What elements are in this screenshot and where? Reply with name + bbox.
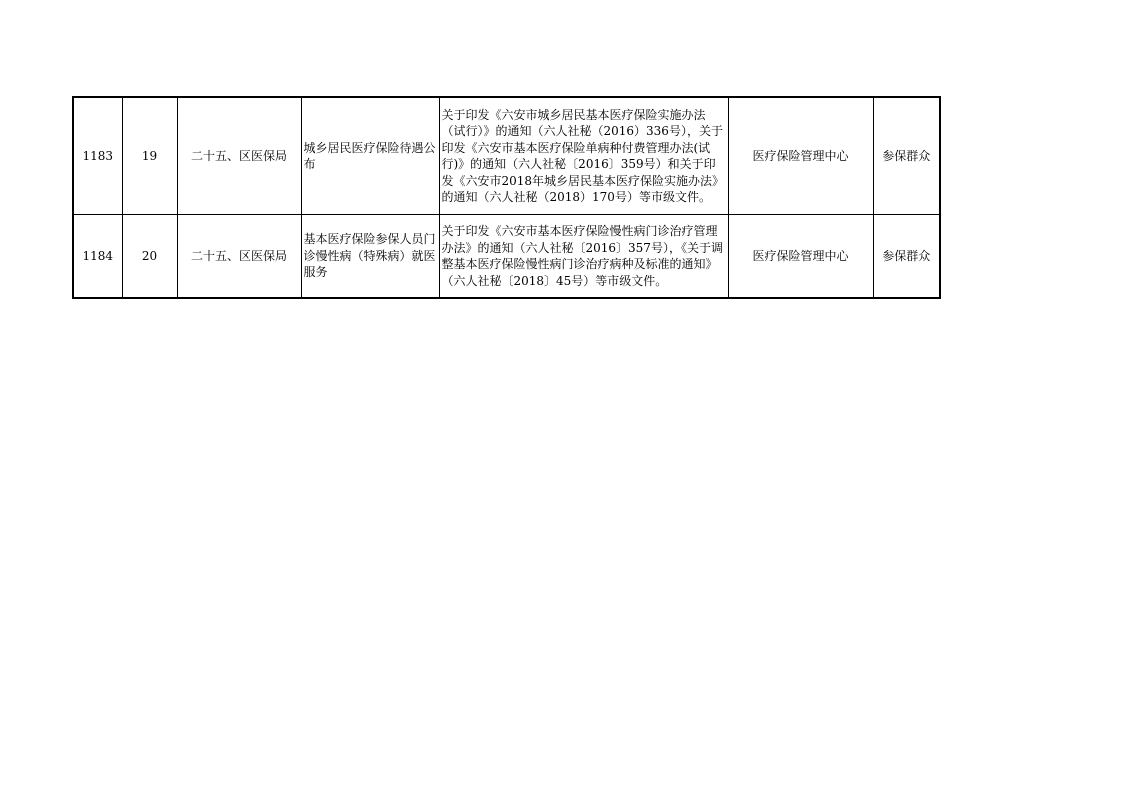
cell-sub-number: 20 (122, 215, 177, 299)
cell-item-name: 城乡居民医疗保险待遇公布 (301, 97, 439, 215)
table-row (73, 215, 940, 299)
cell-target-group: 参保群众 (873, 97, 940, 215)
cell-serial-number: 1183 (73, 97, 122, 215)
cell-department: 二十五、区医保局 (177, 97, 301, 215)
table-row (73, 97, 940, 215)
cell-serial-number: 1184 (73, 215, 122, 299)
cell-sub-number: 19 (122, 97, 177, 215)
cell-legal-basis: 关于印发《六安市基本医疗保险慢性病门诊治疗管理办法》的通知（六人社秘〔2016〕357号），《关于调整基本医疗保险慢性病门诊治疗病种及标准的通知》（六人社秘〔2018〕45号）等市级文件。 (439, 215, 728, 299)
cell-responsible-unit: 医疗保险管理中心 (728, 215, 873, 299)
cell-legal-basis: 关于印发《六安市城乡居民基本医疗保险实施办法（试行）》的通知（六人社秘（2016）336号），关于印发《六安市基本医疗保险单病种付费管理办法(试行)》的通知（六人社秘〔2016〕359号）和关于印发《六安市2018年城乡居民基本医疗保险实施办法》的通知（六人社秘（2018）170号）等市级文件。 (439, 97, 728, 215)
cell-responsible-unit: 医疗保险管理中心 (728, 97, 873, 215)
disclosure-table (72, 96, 941, 299)
cell-department: 二十五、区医保局 (177, 215, 301, 299)
cell-target-group: 参保群众 (873, 215, 940, 299)
cell-item-name: 基本医疗保险参保人员门诊慢性病（特殊病）就医服务 (301, 215, 439, 299)
